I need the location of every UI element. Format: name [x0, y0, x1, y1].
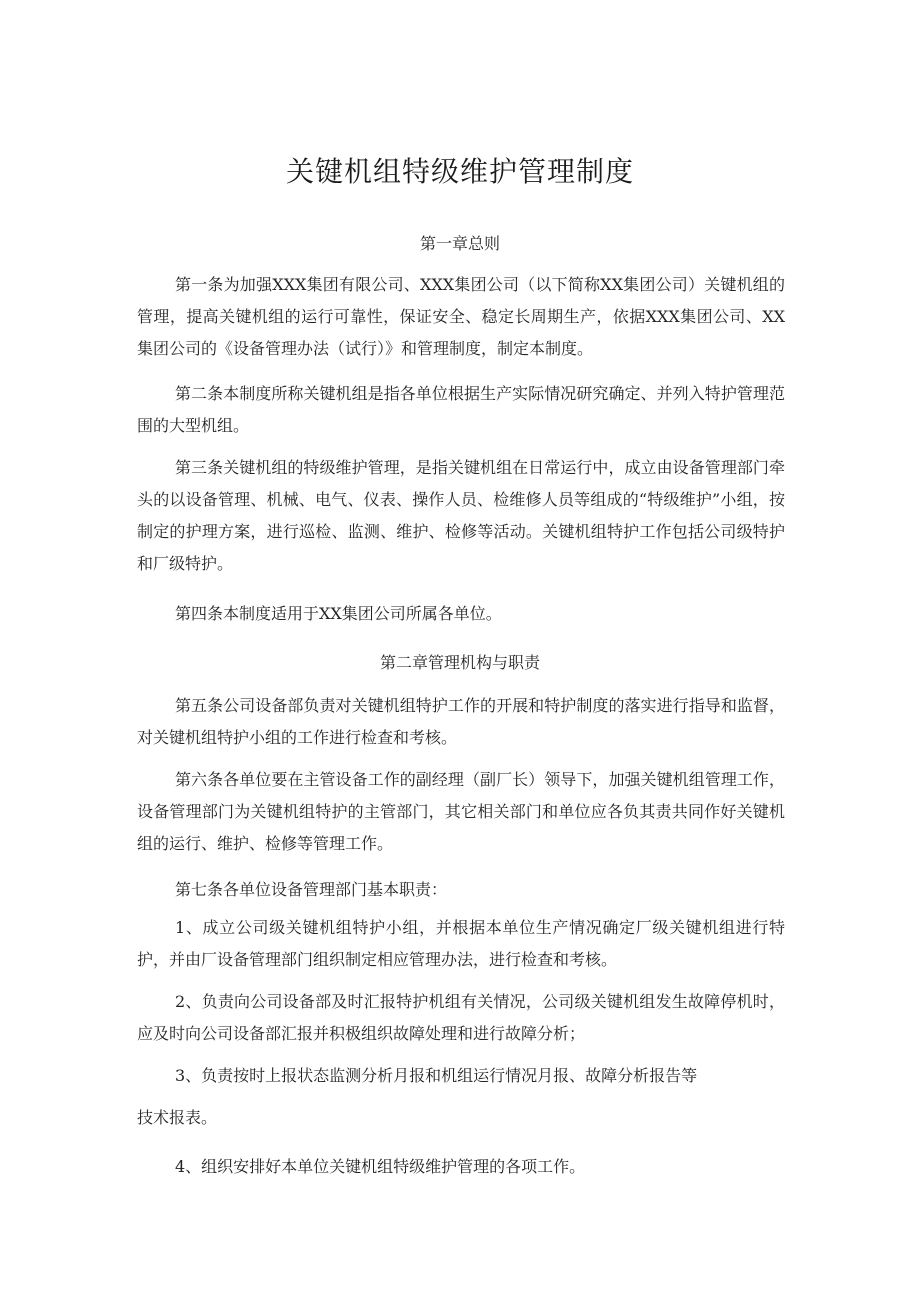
article-1: 第一条为加强XXX集团有限公司、XXX集团公司（以下简称XX集团公司）关键机组的管理，提高关键机组的运行可靠性，保证安全、稳定长周期生产，依据XXX集团公司、XX集团公司的《设备管理办法（试行）》和管理制度，制定本制度。: [137, 275, 785, 358]
article-3: 第三条关键机组的特级维护管理，是指关键机组在日常运行中，成立由设备管理部门牵头的以设备管理、机械、电气、仪表、操作人员、检维修人员等组成的“特级维护”小组，按制定的护理方案，进行巡检、监测、维护、检修等活动。关键机组特护工作包括公司级特护和厂级特护。: [137, 458, 785, 573]
document-title: 关键机组特级维护管理制度: [285, 155, 634, 188]
article-4: 第四条本制度适用于XX集团公司所属各单位。: [175, 604, 502, 623]
chapter-1-heading: 第一章总则: [419, 234, 500, 253]
article-7: 第七条各单位设备管理部门基本职责：: [175, 880, 448, 899]
chapter-2-heading: 第二章管理机构与职责: [379, 653, 540, 672]
article-6: 第六条各单位要在主管设备工作的副经理（副厂长）领导下，加强关键机组管理工作，设备管理部门为关键机组特护的主管部门，其它相关部门和单位应各负其责共同作好关键机组的运行、维护、检修等管理工作。: [137, 770, 785, 853]
duty-item-4: 4、组织安排好本单位关键机组特级维护管理的各项工作。: [175, 1157, 586, 1176]
article-5: 第五条公司设备部负责对关键机组特护工作的开展和特护制度的落实进行指导和监督，对关键机组特护小组的工作进行检查和考核。: [137, 696, 785, 747]
duty-item-3: 3、负责按时上报状态监测分析月报和机组运行情况月报、故障分析报告等: [175, 1066, 698, 1085]
duty-item-1: 1、成立公司级关键机组特护小组，并根据本单位生产情况确定厂级关键机组进行特护，并由厂设备管理部门组织制定相应管理办法，进行检查和考核。: [137, 918, 785, 969]
duty-item-2: 2、负责向公司设备部及时汇报特护机组有关情况，公司级关键机组发生故障停机时，应及时向公司设备部汇报并积极组织故障处理和进行故障分析；: [137, 992, 785, 1043]
article-2: 第二条本制度所称关键机组是指各单位根据生产实际情况研究确定、并列入特护管理范围的大型机组。: [137, 384, 785, 435]
duty-item-3-continued: 技术报表。: [137, 1108, 218, 1127]
